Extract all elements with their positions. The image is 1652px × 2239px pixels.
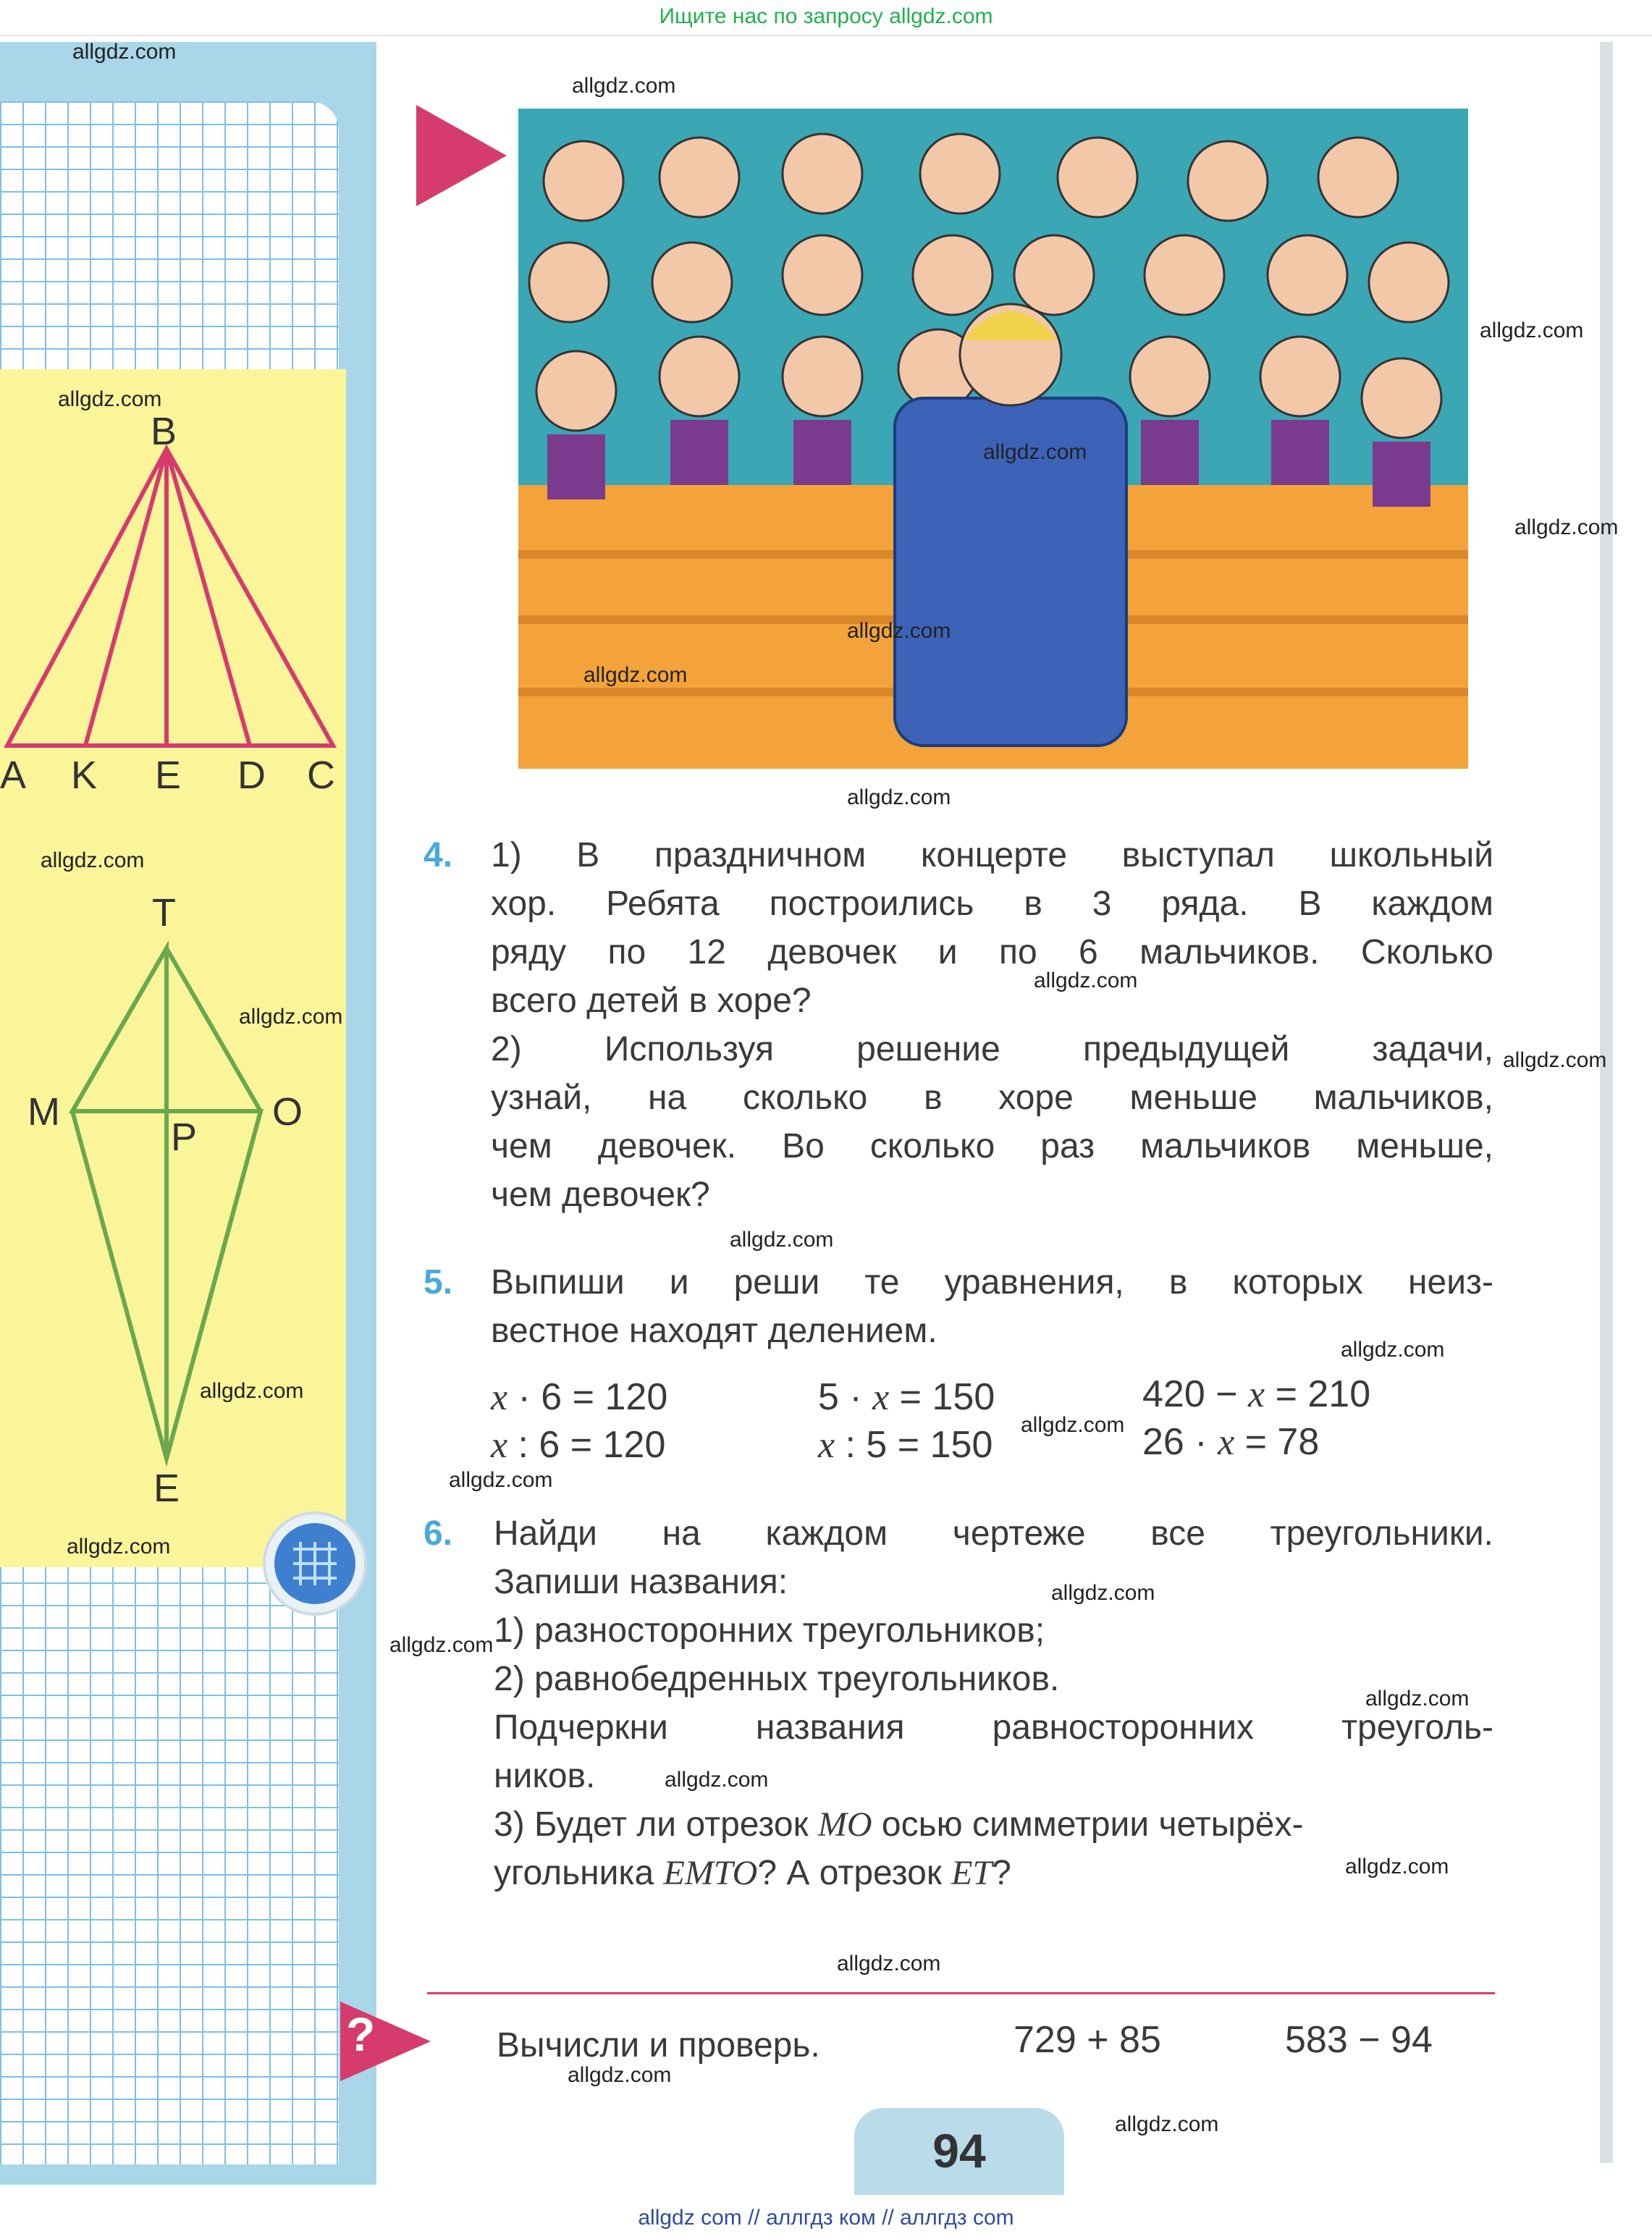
task-4-line: чем девочек. Во сколько раз мальчиков меньше, (491, 1127, 1493, 1165)
task-6-line: Запиши названия: (494, 1563, 788, 1601)
section-arrow-icon (413, 101, 510, 210)
watermark: allgdz.com (41, 848, 145, 872)
label-A: A (0, 754, 27, 797)
task-4-line: 1) В праздничном концерте выступал школьный (491, 836, 1493, 874)
equation: 26 · x = 78 (1142, 1421, 1320, 1463)
task-6-line: Подчеркни названия равносторонних треуголь- (494, 1708, 1493, 1747)
watermark: allgdz.com (239, 1005, 343, 1029)
task-6-text (494, 1509, 1493, 1897)
watermark: allgdz.com (1503, 1048, 1607, 1072)
equation: x : 5 = 150 (818, 1424, 993, 1466)
watermark: allgdz.com (1115, 2112, 1219, 2136)
label-B: B (151, 410, 177, 453)
task-6-line: Найди на каждом чертеже все треугольники. (494, 1514, 1493, 1553)
label-E1: E (155, 754, 182, 797)
task-6-line: 2) равнобедренных треугольников. (494, 1660, 1060, 1698)
equation: x : 6 = 120 (491, 1424, 666, 1466)
task-6-line: ников. (494, 1757, 596, 1795)
watermark: allgdz.com (449, 1468, 553, 1492)
watermark: allgdz.com (1480, 319, 1584, 342)
task-4-line: чем девочек? (491, 1176, 710, 1214)
page-number: 94 (854, 2108, 1064, 2195)
question-mark: ? (346, 2007, 376, 2061)
task-6-number: 6. (423, 1514, 453, 1553)
task-4-line: узнай, на сколько в хоре меньше мальчиков, (491, 1079, 1493, 1117)
watermark: allgdz.com (983, 440, 1087, 464)
task-4-line: ряду по 12 девочек и по 6 мальчиков. Сколько (491, 933, 1493, 971)
equation: x · 6 = 120 (491, 1376, 668, 1418)
label-M: M (28, 1090, 60, 1134)
watermark: allgdz.com (72, 40, 177, 64)
task-4-line: всего детей в хоре? (491, 982, 812, 1020)
watermark: allgdz.com (1034, 969, 1138, 992)
task-4-text (491, 831, 1493, 1219)
watermark: allgdz.com (665, 1768, 769, 1792)
label-P: P (171, 1116, 198, 1159)
bonus-expression-1: 729 + 85 (1013, 2019, 1161, 2061)
task-4-line: 2) Используя решение предыдущей задачи, (491, 1030, 1493, 1068)
watermark: allgdz.com (1051, 1581, 1155, 1605)
watermark: allgdz.com (1514, 515, 1619, 539)
triangle-figure (0, 405, 346, 811)
label-O: O (272, 1090, 303, 1134)
task-5-line: Выпиши и реши те уравнения, в которых неиз- (491, 1263, 1493, 1302)
watermark: allgdz.com (1021, 1413, 1125, 1437)
task-6-line-7: 3) Будет ли отрезок MO осью симметрии четырёх- (494, 1805, 1304, 1844)
watermark: allgdz.com (200, 1379, 304, 1403)
task-5-number: 5. (423, 1263, 453, 1302)
watermark: allgdz.com (389, 1633, 494, 1657)
label-E2: E (153, 1467, 180, 1510)
task-4-line: хор. Ребята построились в 3 ряда. В каждом (491, 885, 1493, 923)
watermark: allgdz.com (1345, 1855, 1449, 1879)
watermark: allgdz.com (1341, 1338, 1445, 1362)
task-6-line-8: угольника EMTO? А отрезок ET? (494, 1854, 1011, 1892)
task-6-line: 1) разносторонних треугольников; (494, 1611, 1045, 1650)
watermark: allgdz.com (583, 663, 688, 687)
bonus-expression-2: 583 − 94 (1285, 2019, 1433, 2061)
watermark: allgdz.com (67, 1535, 171, 1559)
grid-icon (261, 1509, 369, 1618)
task-5-line: вестное находят делением. (491, 1312, 937, 1350)
watermark: allgdz.com (1365, 1687, 1470, 1711)
watermark: allgdz.com (730, 1228, 834, 1252)
watermark: allgdz.com (58, 387, 162, 411)
bonus-text: Вычисли и проверь. (497, 2026, 820, 2065)
watermark: allgdz.com (847, 619, 951, 643)
watermark: allgdz.com (572, 74, 676, 98)
watermark: allgdz.com (568, 2063, 672, 2087)
bottom-banner[interactable]: allgdz com // аллгдз ком // аллгдз com (638, 2206, 1014, 2230)
equation: 420 − x = 210 (1142, 1373, 1371, 1415)
watermark: allgdz.com (837, 1952, 941, 1976)
label-K: K (71, 754, 98, 797)
label-C: C (307, 754, 335, 797)
watermark: allgdz.com (847, 785, 951, 809)
label-D: D (237, 754, 266, 797)
task-4-number: 4. (423, 836, 453, 874)
top-banner[interactable]: Ищите нас по запросу allgdz.com (0, 0, 1652, 36)
section-divider (427, 1992, 1495, 1994)
label-T: T (152, 891, 176, 935)
equation: 5 · x = 150 (818, 1376, 995, 1418)
